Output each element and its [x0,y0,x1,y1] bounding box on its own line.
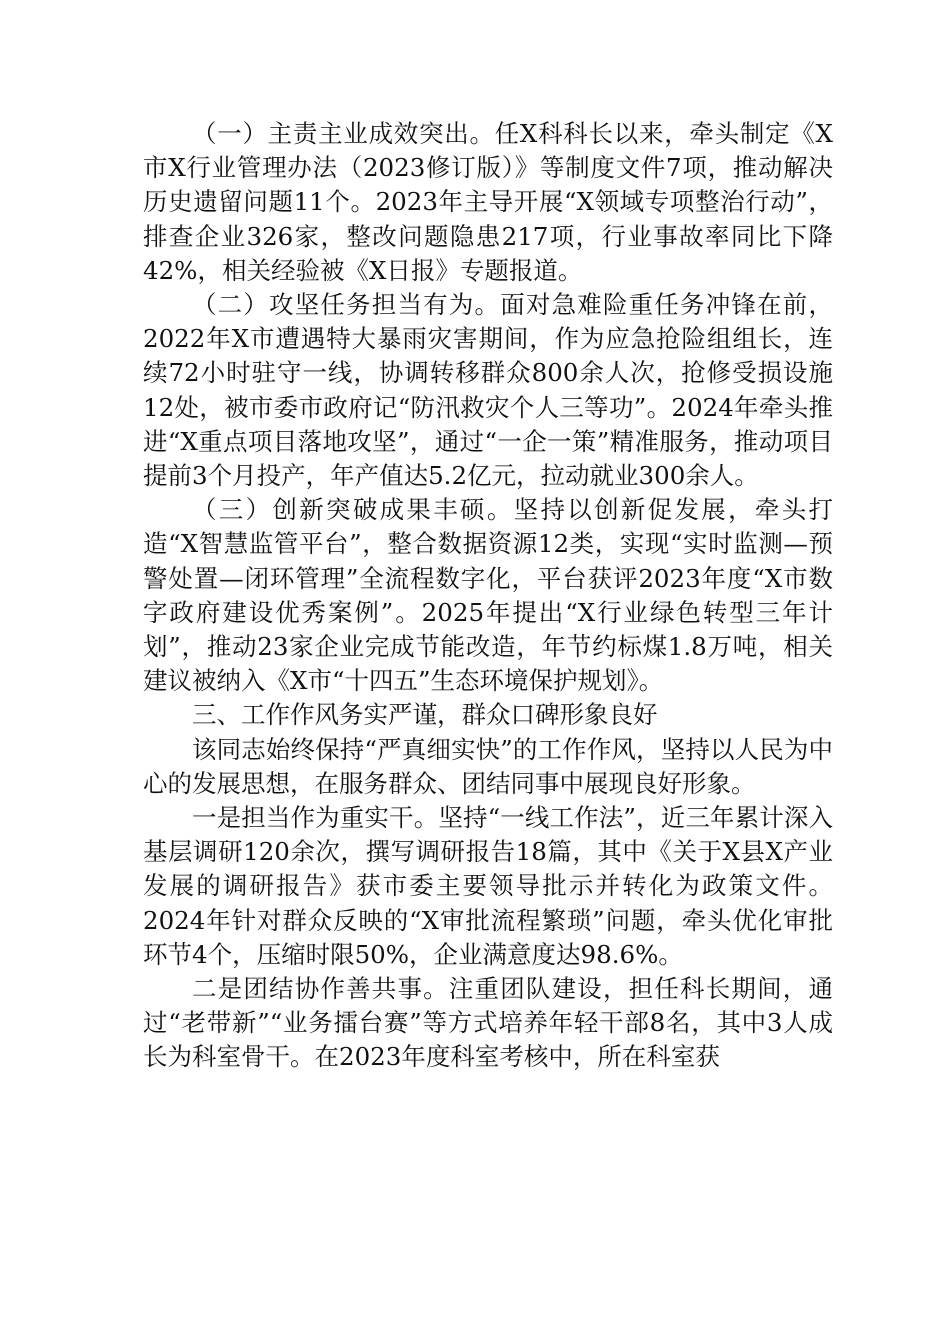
paragraph-key-tasks: （二）攻坚任务担当有为。面对急难险重任务冲锋在前，2022年X市遭遇特大暴雨灾害期间，作为应急抢险组组长，连续72小时驻守一线，协调转移群众800余人次，抢修受损设施12处，被市委市政府记“防汛救灾个人三等功”。2024年牵头推进“X重点项目落地攻坚”，通过“一企一策”精准服务，推动项目提前3个月投产，年产值达5.2亿元，拉动就业300余人。 [143,290,833,491]
paragraph-main-duties: （一）主责主业成效突出。任X科科长以来，牵头制定《X市X行业管理办法（2023修订版）》等制度文件7项，推动解决历史遗留问题11个。2023年主导开展“X领域专项整治行动”，排查企业326家，整改问题隐患217项，行业事故率同比下降42%，相关经验被《X日报》专题报道。 [143,119,833,285]
document-body [143,117,833,1075]
paragraph-teamwork: 二是团结协作善共事。注重团队建设，担任科长期间，通过“老带新”“业务擂台赛”等方式培养年轻干部8名，其中3人成长为科室骨干。在2023年度科室考核中，所在科室获 [143,974,833,1072]
paragraph-innovation: （三）创新突破成果丰硕。坚持以创新促发展，牵头打造“X智慧监管平台”，整合数据资源12类，实现“实时监测—预警处置—闭环管理”全流程数字化，平台获评2023年度“X市数字政府建设优秀案例”。2025年提出“X行业绿色转型三年计划”，推动23家企业完成节能改造，年节约标煤1.8万吨，相关建议被纳入《X市“十四五”生态环境保护规划》。 [143,495,833,696]
paragraph-practical-work: 一是担当作为重实干。坚持“一线工作法”，近三年累计深入基层调研120余次，撰写调研报告18篇，其中《关于X县X产业发展的调研报告》获市委主要领导批示并转化为政策文件。2024年针对群众反映的“X审批流程繁琐”问题，牵头优化审批环节4个，压缩时限50%，企业满意度达98.6%。 [143,803,833,969]
paragraph-work-style-intro: 该同志始终保持“严真细实快”的工作作风，坚持以人民为中心的发展思想，在服务群众、团结同事中展现良好形象。 [143,734,833,798]
section-heading: 三、工作作风务实严谨，群众口碑形象良好 [192,700,658,730]
